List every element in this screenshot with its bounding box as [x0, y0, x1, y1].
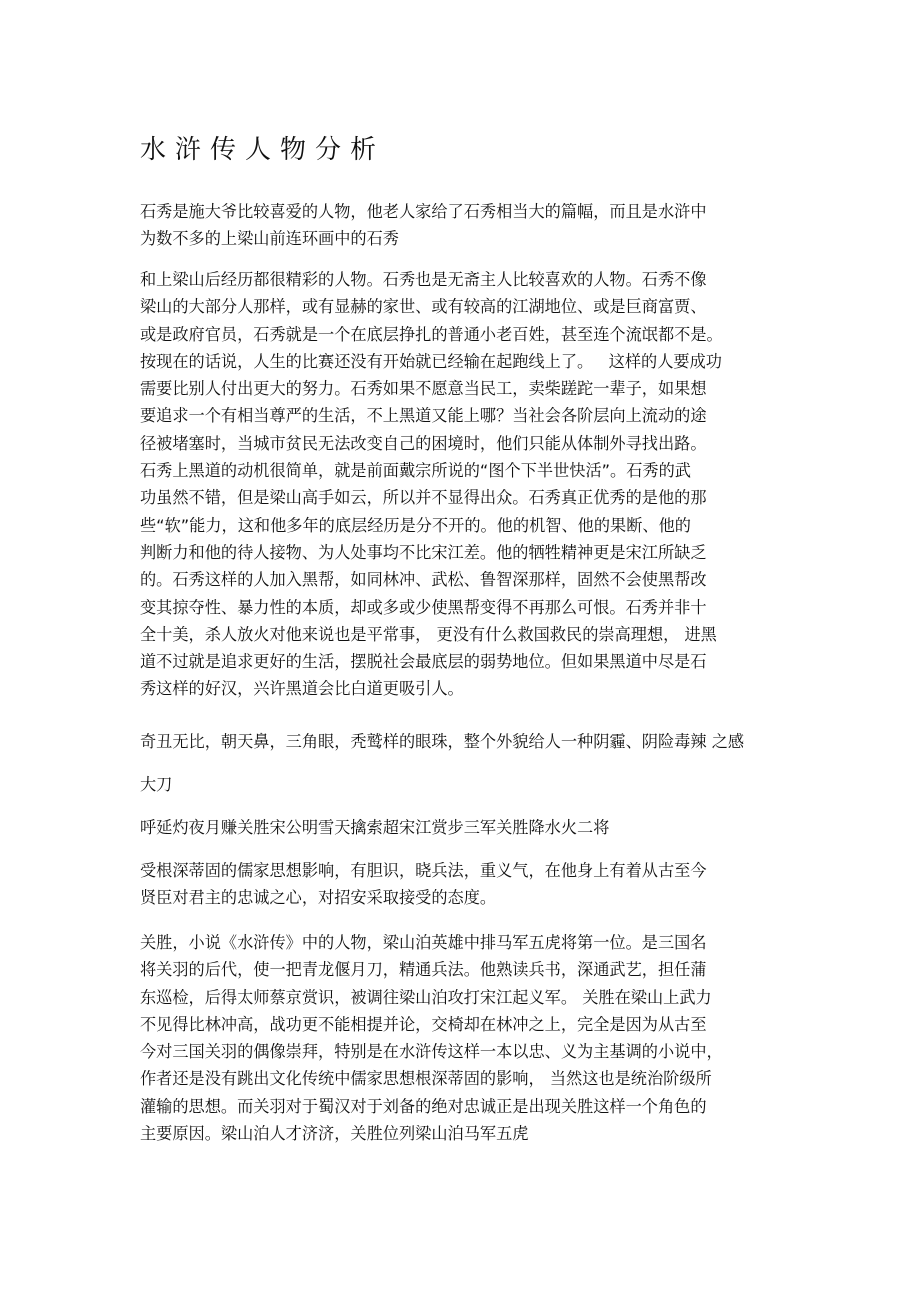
- text-line: 呼延灼夜月赚关胜宋公明雪天擒索超宋江赏步三军关胜降水火二将: [140, 818, 610, 837]
- text-line: 些“软”能力，这和他多年的底层经历是分不开的。他的机智、他的果断、他的: [140, 515, 691, 535]
- text-line: 径被堵塞时，当城市贫民无法改变自己的困境时，他们只能从体制外寻找出路。: [140, 433, 707, 453]
- text-line: 和上梁山后经历都很精彩的人物。石秀也是无斋主人比较喜欢的人物。石秀不像: [140, 270, 707, 289]
- text-line: 关胜，小说《水浒传》中的人物，梁山泊英雄中排马军五虎将第一位。是三国名: [140, 933, 707, 952]
- document-title: 水浒传人物分析: [140, 135, 386, 165]
- text-line: 为数不多的上梁山前连环画中的石秀: [140, 229, 399, 249]
- text-line: 秀这样的好汉，兴许黑道会比白道更吸引人。: [140, 679, 464, 699]
- text-line: 判断力和他的待人接物、为人处事均不比宋江差。他的牺牲精神更是宋江所缺乏: [140, 542, 707, 562]
- text-line: 石秀上黑道的动机很简单，就是前面戴宗所说的“图个下半世快活”。石秀的武: [140, 461, 691, 481]
- text-line: 今对三国关羽的偶像崇拜，特别是在水浒传这样一本以忠、义为主基调的小说中，: [140, 1042, 723, 1062]
- text-line: 石秀是施大爷比较喜爱的人物，他老人家给了石秀相当大的篇幅，而且是水浒中: [140, 202, 707, 221]
- text-line: 全十美，杀人放火对他来说也是平常事， 更没有什么救国救民的崇高理想， 进黑: [140, 624, 717, 644]
- text-line: 按现在的话说，人生的比赛还没有开始就已经输在起跑线上了。 这样的人要成功: [140, 351, 722, 371]
- text-line: 大刀: [140, 775, 173, 794]
- text-line: 奇丑无比，朝天鼻，三角眼，秃鹫样的眼珠，整个外貌给人一种阴霾、阴险毒辣 之感: [140, 732, 745, 751]
- paragraph: [140, 929, 723, 1147]
- text-line: 功虽然不错，但是梁山高手如云，所以并不显得出众。石秀真正优秀的是他的那: [140, 488, 707, 508]
- text-line: 主要原因。梁山泊人才济济，关胜位列梁山泊马军五虎: [140, 1124, 529, 1144]
- text-line: 不见得比林冲高，战功更不能相提并论，交椅却在林冲之上，完全是因为从古至: [140, 1014, 707, 1034]
- text-line: 要追求一个有相当尊严的生活，不上黑道又能上哪？当社会各阶层向上流动的途: [140, 406, 707, 426]
- text-line: 的。石秀这样的人加入黑帮，如同林冲、武松、鲁智深那样，固然不会使黑帮改: [140, 570, 707, 590]
- paragraph: [140, 771, 172, 798]
- text-line: 将关羽的后代，使一把青龙偃月刀，精通兵法。他熟读兵书，深通武艺，担任蒲: [140, 960, 707, 980]
- text-line: 或是政府官员，石秀就是一个在底层挣扎的普通小老百姓，甚至连个流氓都不是。: [140, 324, 723, 344]
- paragraph: [140, 857, 707, 912]
- text-line: 东巡检，后得太师蔡京赏识，被调往梁山泊攻打宋江起义军。 关胜在梁山上武力: [140, 987, 712, 1007]
- paragraph: [140, 728, 744, 755]
- text-line: 受根深蒂固的儒家思想影响，有胆识，晓兵法，重义气，在他身上有着从古至今: [140, 861, 707, 880]
- text-line: 道不过就是追求更好的生活，摆脱社会最底层的弱势地位。但如果黑道中尽是石: [140, 652, 707, 672]
- text-line: 贤臣对君主的忠诚之心，对招安采取接受的态度。: [140, 888, 497, 908]
- text-line: 变其掠夺性、暴力性的本质，却或多或少使黑帮变得不再那么可恨。石秀并非十: [140, 597, 707, 617]
- text-line: 梁山的大部分人那样，或有显赫的家世、或有较高的江湖地位、或是巨商富贾、: [140, 297, 707, 317]
- paragraph: [140, 198, 707, 253]
- text-line: 作者还是没有跳出文化传统中儒家思想根深蒂固的影响， 当然这也是统治阶级所: [140, 1069, 712, 1089]
- text-line: 需要比别人付出更大的努力。石秀如果不愿意当民工，卖柴蹉跎一辈子，如果想: [140, 379, 707, 399]
- text-line: 灌输的思想。而关羽对于蜀汉对于刘备的绝对忠诚正是出现关胜这样一个角色的: [140, 1096, 707, 1116]
- paragraph: [140, 814, 609, 841]
- paragraph: [140, 266, 723, 703]
